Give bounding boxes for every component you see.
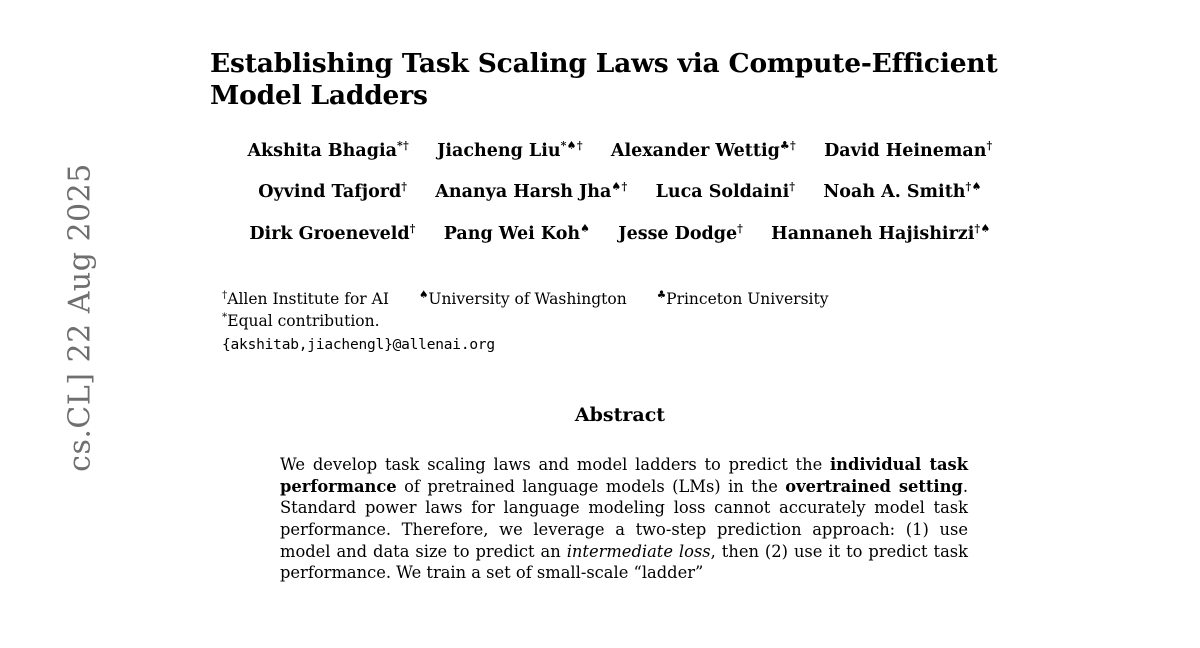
affiliation-block <box>222 288 1060 356</box>
author-name: Akshita Bhagia*† <box>247 138 410 161</box>
author-affiliation-marks: †♠ <box>965 180 982 194</box>
author-name: David Heineman† <box>824 138 993 161</box>
author-name: Dirk Groeneveld† <box>249 222 416 245</box>
abstract-text <box>280 454 968 584</box>
arxiv-stamp <box>0 0 120 648</box>
affiliation-mark: ♣ <box>656 289 667 302</box>
author-row <box>180 139 1060 161</box>
abstract-segment: overtrained setting <box>785 476 963 496</box>
author-name: Noah A. Smith†♠ <box>823 180 982 203</box>
author-affiliation-marks: † <box>401 180 408 194</box>
affiliation-item: †Allen Institute for AI <box>222 289 389 309</box>
author-affiliation-marks: † <box>986 138 993 152</box>
abstract-segment: We develop task scaling laws and model ladders to predict the <box>280 455 830 475</box>
author-affiliation-marks: † <box>409 222 416 236</box>
author-affiliation-marks: ♠ <box>580 222 591 236</box>
affiliation-item: ♠University of Washington <box>418 289 627 309</box>
author-name: Ananya Harsh Jha♠† <box>435 180 628 203</box>
abstract-segment: individual task performance <box>280 455 968 496</box>
author-name: Jiacheng Liu*♠† <box>437 138 583 161</box>
author-row <box>180 222 1060 244</box>
abstract-heading: Abstract <box>574 404 666 427</box>
equal-contribution-note: *Equal contribution. <box>222 311 380 331</box>
affiliation-line <box>222 288 1060 310</box>
abstract-segment: intermediate loss <box>566 541 711 561</box>
affiliation-mark: † <box>222 289 228 302</box>
author-affiliation-marks: *† <box>396 138 410 152</box>
arxiv-stamp-text: cs.CL] 22 Aug 2025 <box>62 163 98 472</box>
author-name: Alexander Wettig♣† <box>610 138 797 161</box>
author-affiliation-marks: ♠† <box>611 180 628 194</box>
author-affiliation-marks: † <box>737 222 744 236</box>
author-name: Jesse Dodge† <box>618 222 744 245</box>
paper-page <box>180 0 1060 648</box>
author-affiliation-marks: †♠ <box>974 222 991 236</box>
page-title: Establishing Task Scaling Laws via Compute-Efficient Model Ladders <box>210 48 998 112</box>
author-affiliation-marks: ♣† <box>779 138 797 152</box>
contact-email: {akshitab,jiachengl}@allenai.org <box>222 337 495 354</box>
affiliation-mark: ♠ <box>418 289 429 302</box>
author-row <box>180 180 1060 202</box>
author-affiliation-marks: *♠† <box>560 138 583 152</box>
equal-contribution-mark: * <box>222 311 228 324</box>
author-name: Oyvind Tafjord† <box>258 180 408 203</box>
author-list <box>180 139 1060 244</box>
author-name: Hannaneh Hajishirzi†♠ <box>771 222 991 245</box>
abstract-segment: , then (2) use it to predict task performance. We train a set of small-scale “ladder” <box>280 541 968 583</box>
author-affiliation-marks: † <box>789 180 796 194</box>
author-name: Pang Wei Koh♠ <box>443 222 591 245</box>
abstract-segment: . Standard power laws for language modeling loss cannot accurately model task performance. Therefore, we leverage a two-step prediction approach: (1) use model and data size to predict an <box>280 476 969 561</box>
author-name: Luca Soldaini† <box>655 180 796 203</box>
abstract-segment: of pretrained language models (LMs) in the <box>396 476 786 496</box>
affiliation-item: ♣Princeton University <box>656 289 829 309</box>
